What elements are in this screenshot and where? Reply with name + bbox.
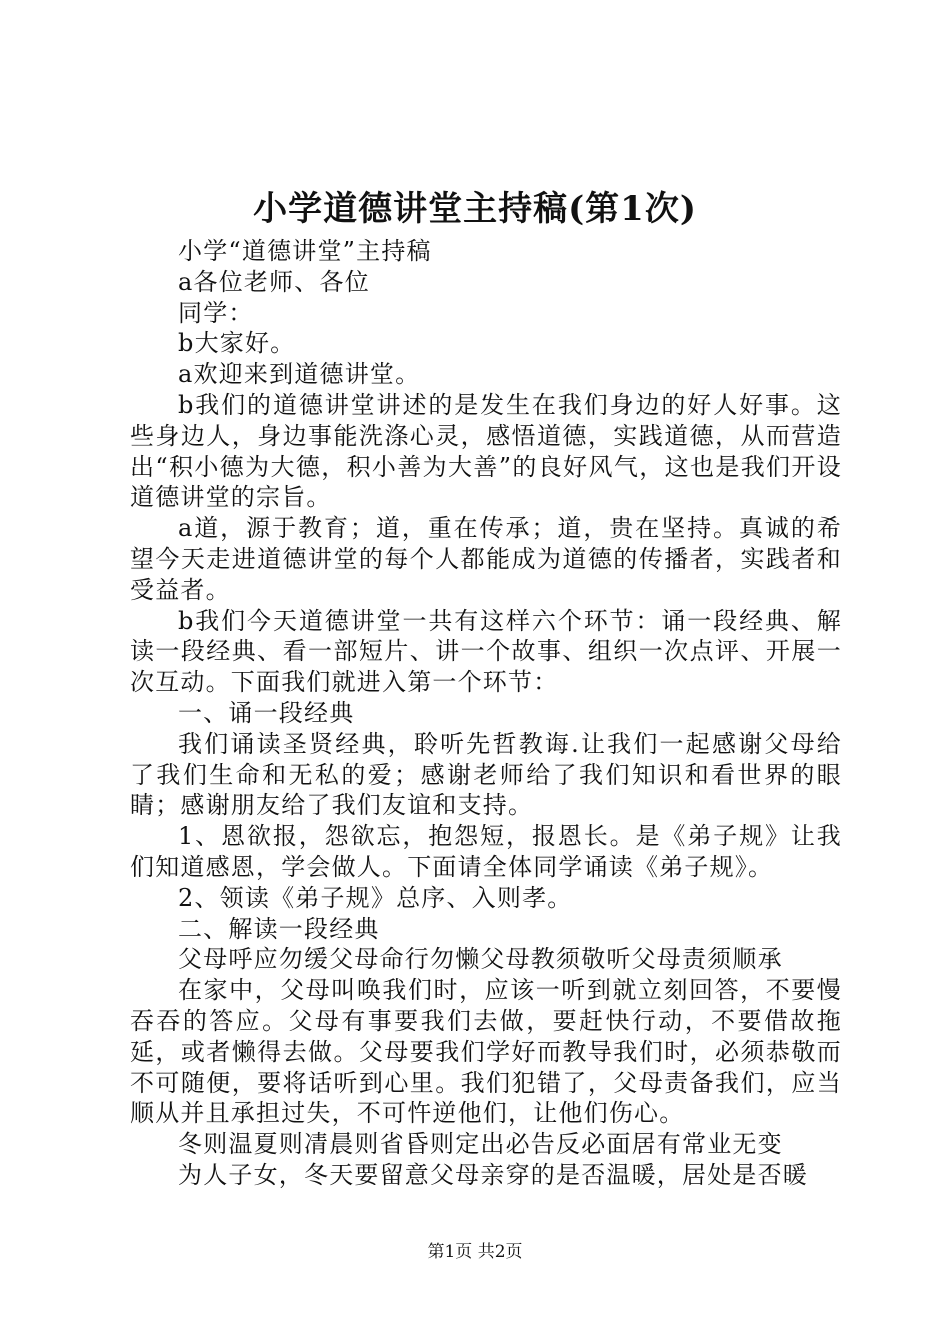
section-heading: 二、解读一段经典 <box>178 914 380 943</box>
paragraph: 1、恩欲报，怨欲忘，抱怨短，报恩长。是《弟子规》让我们知道感恩，学会做人。下面请全体同学诵读《弟子规》。 <box>130 822 842 881</box>
page-footer: 第1页 共2页 <box>427 1242 523 1262</box>
paragraph: 2、领读《弟子规》总序、入则孝。 <box>178 883 573 912</box>
paragraph: b我们今天道德讲堂一共有这样六个环节：诵一段经典、解读一段经典、看一部短片、讲一个故事、组织一次点评、开展一次互动。下面我们就进入第一个环节： <box>130 606 842 697</box>
paragraph: 在家中，父母叫唤我们时，应该一听到就立刻回答，不要慢吞吞的答应。父母有事要我们去做，要赶快行动，不要借故拖延，或者懒得去做。父母要我们学好而教导我们时，必须恭敬而不可随便，要将话听到心里。我们犯错了，父母责备我们，应当顺从并且承担过失，不可忤逆他们，让他们伤心。 <box>130 976 842 1128</box>
paragraph: 同学： <box>178 298 254 327</box>
classic-verse: 父母呼应勿缓父母命行勿懒父母教须敬听父母责须顺承 <box>178 945 783 974</box>
document-title: 小学道德讲堂主持稿(第1次) <box>253 189 697 229</box>
paragraph: 我们诵读圣贤经典，聆听先哲教诲.让我们一起感谢父母给了我们生命和无私的爱；感谢老师给了我们知识和看世界的眼睛；感谢朋友给了我们友谊和支持。 <box>130 729 842 820</box>
section-heading: 一、诵一段经典 <box>178 698 355 727</box>
document-body <box>130 236 842 1191</box>
paragraph: a欢迎来到道德讲堂。 <box>178 360 421 389</box>
paragraph: b我们的道德讲堂讲述的是发生在我们身边的好人好事。这些身边人，身边事能洗涤心灵，感悟道德，实践道德，从而营造出“积小德为大德，积小善为大善”的良好风气，这也是我们开设道德讲堂的宗旨。 <box>130 390 842 512</box>
paragraph: 小学“道德讲堂”主持稿 <box>178 237 432 265</box>
paragraph: 为人子女，冬天要留意父母亲穿的是否温暖，居处是否暖 <box>178 1160 808 1189</box>
paragraph: a道，源于教育；道，重在传承；道，贵在坚持。真诚的希望今天走进道德讲堂的每个人都能成为道德的传播者，实践者和受益者。 <box>130 514 842 604</box>
classic-verse: 冬则温夏则凊晨则省昏则定出必告反必面居有常业无变 <box>178 1130 783 1159</box>
paragraph: a各位老师、各位 <box>178 267 370 296</box>
paragraph: b大家好。 <box>178 329 296 358</box>
